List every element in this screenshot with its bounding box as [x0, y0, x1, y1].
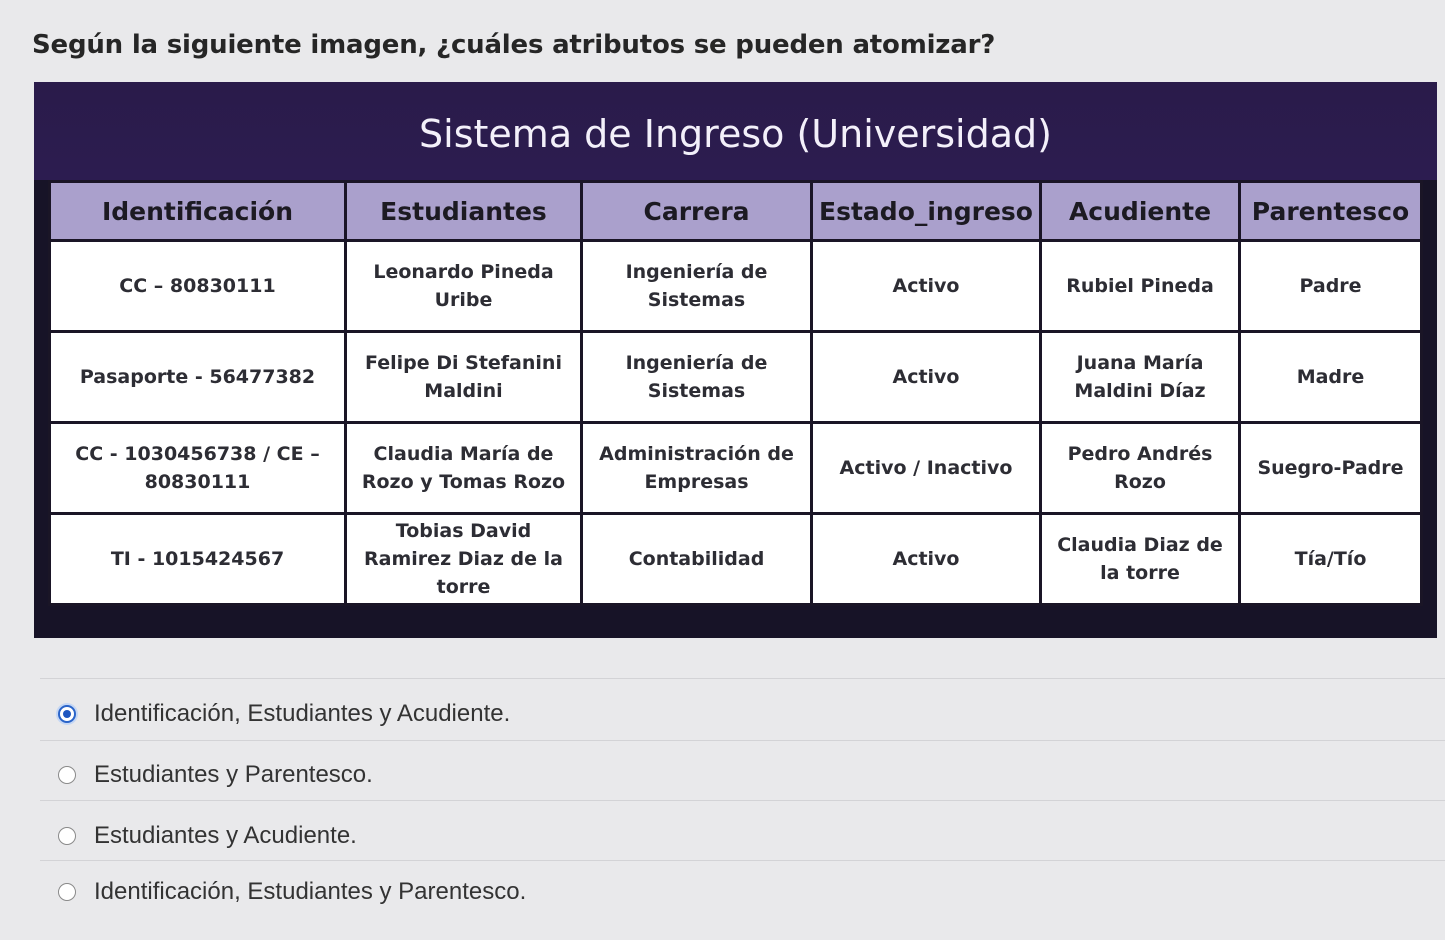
header-estado-ingreso: Estado_ingreso — [812, 182, 1041, 241]
table-cell: Felipe Di Stefanini Maldini — [346, 332, 582, 423]
answer-option-label: Estudiantes y Acudiente. — [94, 822, 357, 849]
answer-option-2[interactable] — [58, 761, 373, 789]
table-cell: CC – 80830111 — [50, 241, 346, 332]
table-cell: Madre — [1240, 332, 1422, 423]
table-cell: Tobias David Ramirez Diaz de la torre — [346, 514, 582, 605]
radio-unselected-icon[interactable] — [58, 883, 76, 901]
table-cell: Administración de Empresas — [582, 423, 812, 514]
table-cell: Claudia Diaz de la torre — [1041, 514, 1240, 605]
table-cell: Tía/Tío — [1240, 514, 1422, 605]
figure-title: Sistema de Ingreso (Universidad) — [419, 112, 1052, 156]
table-row — [50, 332, 1422, 423]
table-cell: Pasaporte - 56477382 — [50, 332, 346, 423]
answer-option-1[interactable] — [58, 700, 510, 728]
divider — [40, 800, 1445, 801]
table-cell: Activo — [812, 241, 1041, 332]
radio-selected-icon[interactable] — [58, 705, 76, 723]
table-cell: Activo / Inactivo — [812, 423, 1041, 514]
radio-unselected-icon[interactable] — [58, 766, 76, 784]
table-cell: Juana María Maldini Díaz — [1041, 332, 1240, 423]
header-identificacion: Identificación — [50, 182, 346, 241]
question-text: Según la siguiente imagen, ¿cuáles atributos se pueden atomizar? — [32, 30, 996, 60]
table-cell: Activo — [812, 332, 1041, 423]
table-cell: Ingeniería de Sistemas — [582, 332, 812, 423]
table-cell: Activo — [812, 514, 1041, 605]
header-parentesco: Parentesco — [1240, 182, 1422, 241]
answer-option-4[interactable] — [58, 878, 526, 906]
header-estudiantes: Estudiantes — [346, 182, 582, 241]
table-cell: Padre — [1240, 241, 1422, 332]
answer-option-label: Identificación, Estudiantes y Parentesco. — [94, 878, 527, 905]
header-acudiente: Acudiente — [1041, 182, 1240, 241]
table-row — [50, 514, 1422, 605]
table-header-row — [50, 182, 1422, 241]
answer-option-label: Estudiantes y Parentesco. — [94, 761, 373, 788]
divider — [40, 678, 1445, 679]
figure-title-band — [34, 82, 1437, 180]
answer-option-label: Identificación, Estudiantes y Acudiente. — [94, 700, 511, 727]
table-cell: Leonardo Pineda Uribe — [346, 241, 582, 332]
table-cell: CC - 1030456738 / CE – 80830111 — [50, 423, 346, 514]
answer-option-3[interactable] — [58, 822, 357, 850]
table-cell: TI - 1015424567 — [50, 514, 346, 605]
data-table — [48, 180, 1423, 606]
table-row — [50, 423, 1422, 514]
table-cell: Suegro-Padre — [1240, 423, 1422, 514]
divider — [40, 740, 1445, 741]
radio-unselected-icon[interactable] — [58, 827, 76, 845]
table-cell: Pedro Andrés Rozo — [1041, 423, 1240, 514]
table-cell: Contabilidad — [582, 514, 812, 605]
header-carrera: Carrera — [582, 182, 812, 241]
table-cell: Claudia María de Rozo y Tomas Rozo — [346, 423, 582, 514]
divider — [40, 860, 1445, 861]
table-cell: Rubiel Pineda — [1041, 241, 1240, 332]
table-row — [50, 241, 1422, 332]
table-cell: Ingeniería de Sistemas — [582, 241, 812, 332]
table-figure — [34, 82, 1437, 638]
